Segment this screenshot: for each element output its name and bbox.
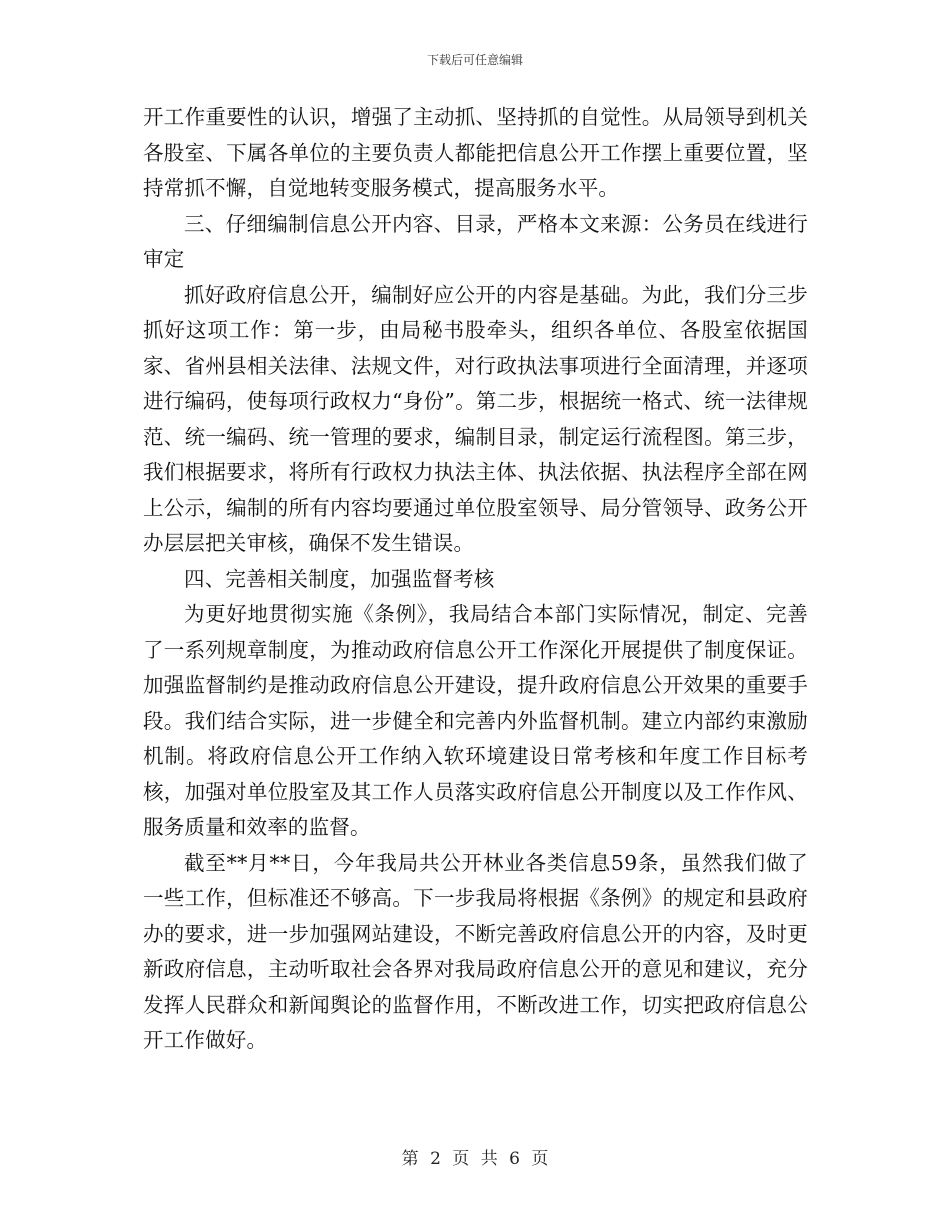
- section-heading-3: 三、仔细编制信息公开内容、目录，严格本文来源：公务员在线进行审定: [143, 211, 808, 271]
- document-body: [143, 100, 808, 1059]
- section-heading-4: 四、完善相关制度，加强监督考核: [184, 566, 495, 591]
- page-header: 下载后可任意编辑: [426, 53, 523, 67]
- page-footer: 第 2 页 共 6 页: [401, 1149, 549, 1169]
- paragraph-4: 截至**月**日，今年我局共公开林业各类信息59条，虽然我们做了一些工作，但标准还不够高。下一步我局将根据《条例》的规定和县政府办的要求，进一步加强网站建设，不断完善政府信息公开的内容，及时更新政府信息，主动听取社会各界对我局政府信息公开的意见和建议，充分发挥人民群众和新闻舆论的监督作用，不断改进工作，切实把政府信息公开工作做好。: [143, 850, 808, 1052]
- paragraph-3: 为更好地贯彻实施《条例》，我局结合本部门实际情况，制定、完善了一系列规章制度，为推动政府信息公开工作深化开展提供了制度保证。加强监督制约是推动政府信息公开建设，提升政府信息公开效果的重要手段。我们结合实际，进一步健全和完善内外监督机制。建立内部约束激励机制。将政府信息公开工作纳入软环境建设日常考核和年度工作目标考核，加强对单位股室及其工作人员落实政府信息公开制度以及工作作风、服务质量和效率的监督。: [143, 602, 808, 839]
- paragraph-2: 抓好政府信息公开，编制好应公开的内容是基础。为此，我们分三步抓好这项工作：第一步，由局秘书股牵头，组织各单位、各股室依据国家、省州县相关法律、法规文件，对行政执法事项进行全面清理，并逐项进行编码，使每项行政权力“身份”。第二步，根据统一格式、统一法律规范、统一编码、统一管理的要求，编制目录，制定运行流程图。第三步，我们根据要求，将所有行政权力执法主体、执法依据、执法程序全部在网上公示，编制的所有内容均要通过单位股室领导、局分管领导、政务公开办层层把关审核，确保不发生错误。: [143, 282, 808, 555]
- paragraph-1: 开工作重要性的认识，增强了主动抓、坚持抓的自觉性。从局领导到机关各股室、下属各单位的主要负责人都能把信息公开工作摆上重要位置，坚持常抓不懈，自觉地转变服务模式，提高服务水平。: [143, 105, 808, 200]
